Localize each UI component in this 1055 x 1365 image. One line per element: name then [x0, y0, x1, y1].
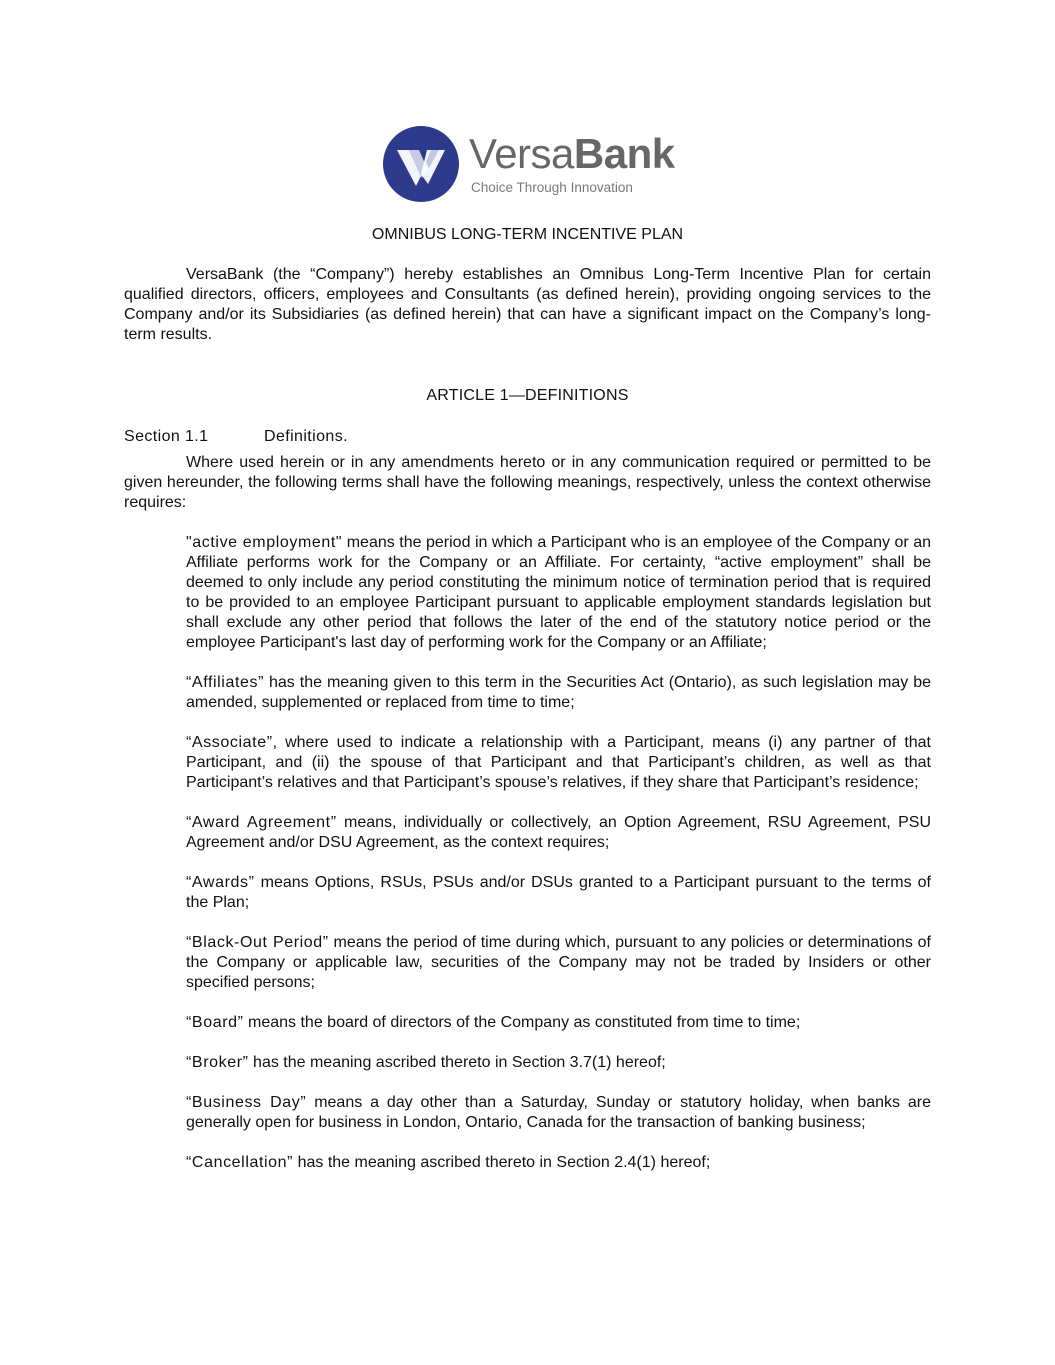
definition-broker: [186, 1053, 931, 1073]
definition-text: means, individually or collectively, an Option Agreement, RSU Agreement, PSU Agreement and/or DSU Agreement, as the context requires;: [186, 814, 931, 851]
definition-text: means Options, RSUs, PSUs and/or DSUs granted to a Participant pursuant to the terms of the Plan;: [186, 874, 931, 911]
document-title: OMNIBUS LONG-TERM INCENTIVE PLAN: [371, 226, 684, 243]
intro-paragraph: VersaBank (the “Company”) hereby establishes an Omnibus Long-Term Incentive Plan for certain qualified directors, officers, employees and Consultants (as defined herein), providing ongoing services to the Company and/or its Subsidiaries (as defined herein) that can have a significant impact on the Company’s long-term results.: [124, 266, 931, 343]
definition-text: has the meaning ascribed thereto in Section 3.7(1) hereof;: [248, 1054, 666, 1071]
definition-board: [186, 1013, 931, 1033]
definition-term: “Associate”: [186, 734, 273, 751]
section-number: Section 1.1: [124, 428, 209, 445]
definitions-list: [186, 533, 931, 1193]
definition-award-agreement: [186, 813, 931, 853]
definition-term: “Black-Out Period”: [186, 934, 329, 951]
definition-text: means the period of time during which, pursuant to any policies or determinations of the Company or applicable law, securities of the Company may not be traded by Insiders or other specified persons;: [186, 934, 931, 991]
definition-term: “Cancellation”: [186, 1154, 294, 1171]
definition-active-employment: [186, 533, 931, 653]
definition-text: means the board of directors of the Company as constituted from time to time;: [243, 1014, 801, 1031]
section-title: Definitions.: [264, 428, 348, 445]
definition-awards: [186, 873, 931, 913]
logo-wordmark-bold: Bank: [573, 130, 675, 177]
definition-cancellation: [186, 1153, 931, 1173]
definition-text: has the meaning ascribed thereto in Section 2.4(1) hereof;: [293, 1154, 711, 1171]
definition-term: “Board”: [186, 1014, 244, 1031]
versabank-logo: [383, 126, 683, 204]
definition-term: "active employment": [186, 534, 343, 551]
definition-term: “Affiliates”: [186, 674, 265, 691]
definition-term: “Business Day”: [186, 1094, 307, 1111]
definition-text: means a day other than a Saturday, Sunday or statutory holiday, when banks are generally open for business in London, Ontario, Canada for the transaction of banking business;: [186, 1094, 931, 1131]
definition-business-day: [186, 1093, 931, 1133]
definition-term: “Awards”: [186, 874, 255, 891]
logo-wordmark: [469, 130, 675, 178]
definition-text: means the period in which a Participant who is an employee of the Company or an Affiliate performs work for the Company or an Affiliate. For certainty, “active employment” shall be deemed to only include any period constituting the minimum notice of termination period that is required to be provided to an employee Participant pursuant to applicable employment standards legislation but shall exclude any other period that follows the later of the end of the statutory notice period or the employee Participant's last day of performing work for the Company or an Affiliate;: [186, 534, 931, 651]
section-heading: [124, 427, 348, 447]
definition-term: “Award Agreement”: [186, 814, 337, 831]
definition-black-out-period: [186, 933, 931, 993]
definition-text: , where used to indicate a relationship with a Participant, means (i) any partner of that Participant, and (ii) the spouse of that Participant and that Participant’s children, as well as that Participant’s relatives and that Participant’s spouse’s relatives, if they share that Participant’s residence;: [186, 734, 931, 791]
versabank-mark-icon: [383, 126, 459, 202]
definition-affiliates: [186, 673, 931, 713]
logo-wordmark-light: Versa: [469, 130, 574, 177]
definition-term: “Broker”: [186, 1054, 249, 1071]
logo-tagline: Choice Through Innovation: [471, 180, 633, 195]
definition-associate: [186, 733, 931, 793]
definition-text: has the meaning given to this term in the Securities Act (Ontario), as such legislation may be amended, supplemented or replaced from time to time;: [186, 674, 931, 711]
article-heading: ARTICLE 1—DEFINITIONS: [426, 387, 629, 404]
lead-paragraph: Where used herein or in any amendments hereto or in any communication required or permitted to be given hereunder, the following terms shall have the following meanings, respectively, unless the context otherwise requires:: [124, 454, 931, 511]
